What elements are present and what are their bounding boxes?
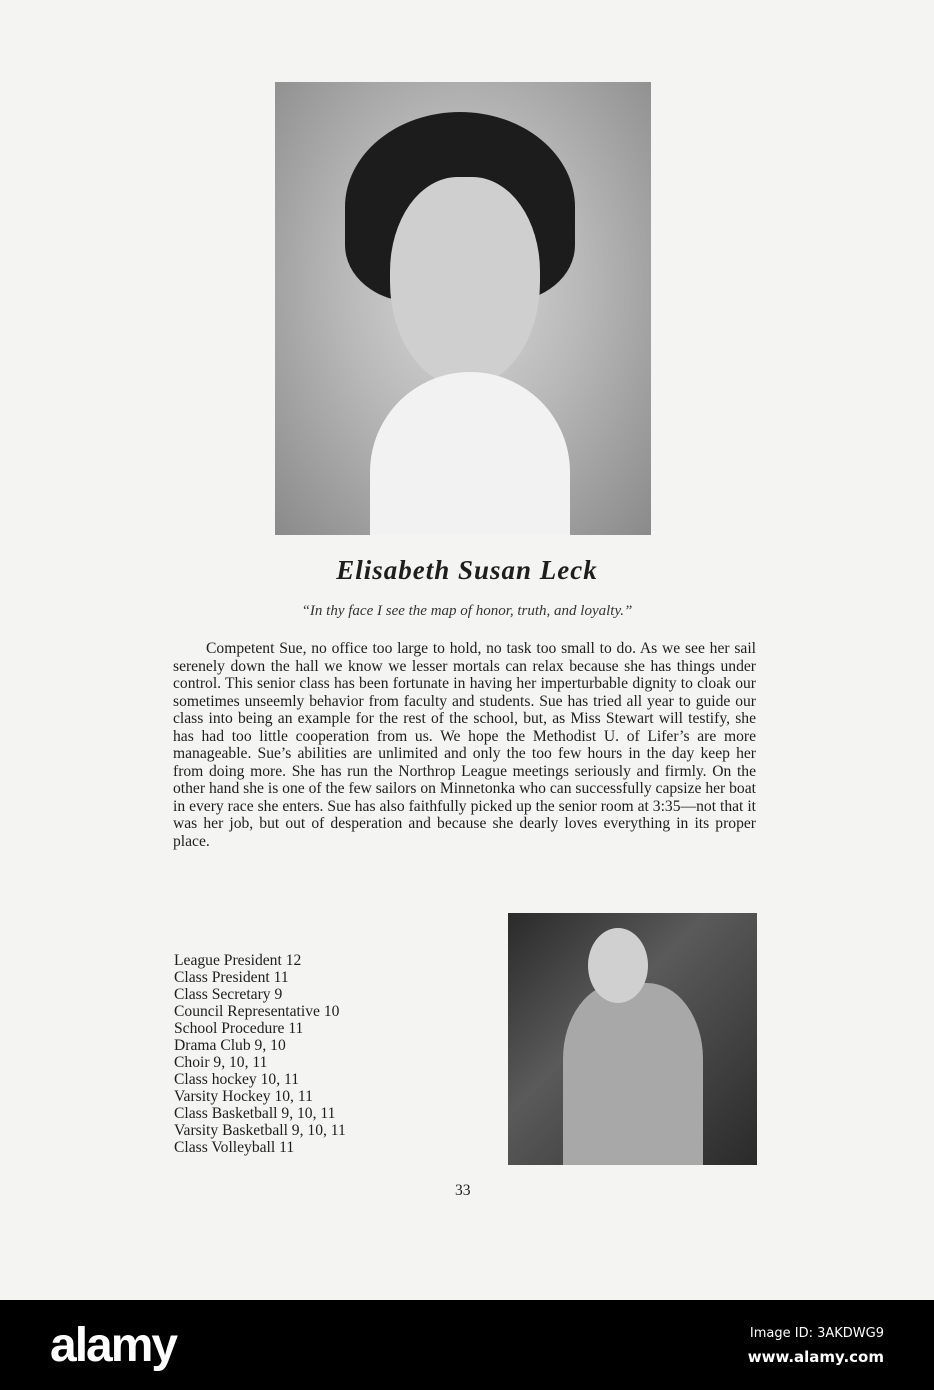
portrait-collar [370, 372, 570, 535]
activities-list [174, 952, 346, 1156]
page-number: 33 [455, 1182, 471, 1199]
activity-item: Class hockey 10, 11 [174, 1071, 300, 1088]
activity-item: Class Volleyball 11 [174, 1139, 295, 1156]
activity-item: Choir 9, 10, 11 [174, 1054, 268, 1071]
activity-item: Varsity Hockey 10, 11 [174, 1088, 313, 1105]
candid-photo [508, 913, 757, 1165]
activity-item: Class Secretary 9 [174, 986, 283, 1003]
student-name: Elisabeth Susan Leck [336, 555, 598, 585]
activity-item: Varsity Basketball 9, 10, 11 [174, 1122, 346, 1139]
activity-item: Drama Club 9, 10 [174, 1037, 286, 1054]
portrait-photo [275, 82, 651, 535]
activity-item: Council Representative 10 [174, 1003, 340, 1020]
student-quote: “In thy face I see the map of honor, truth, and loyalty.” [301, 603, 633, 619]
activity-item: Class Basketball 9, 10, 11 [174, 1105, 336, 1122]
watermark-bar [0, 1300, 934, 1390]
candid-person [563, 983, 703, 1165]
activity-item: School Procedure 11 [174, 1020, 304, 1037]
alamy-logo: alamy [50, 1319, 177, 1372]
site-url: www.alamy.com [747, 1348, 884, 1366]
activity-item: Class President 11 [174, 969, 289, 986]
image-id: Image ID: 3AKDWG9 [749, 1326, 884, 1341]
candid-head [588, 928, 648, 1003]
activity-item: League President 12 [174, 952, 302, 969]
portrait-face [390, 177, 540, 387]
biography-paragraph: Competent Sue, no office too large to hold, no task too small to do. As we see her sail serenely down the hall we know we lesser mortals can relax because she has things under control. This senior class has been fortunate in having her imperturbable dignity to cloak our sometimes unseemly behavior from faculty and students. Sue has tried all year to guide our class into being an example for the rest of the school, but, as Miss Stewart will testify, she has had too little cooperation from us. We hope the Methodist U. of Lifer’s are more manageable. Sue’s abilities are unlimited and only the too few hours in the day keep her from doing more. She has run the Northrop League meetings seriously and firmly. On the other hand she is one of the few sailors on Minnetonka who can successfully capsize her boat in every race she enters. Sue has also faithfully picked up the senior room at 3:35—not that it was her job, but out of desperation and because she dearly loves everything in its proper place. [173, 640, 756, 850]
